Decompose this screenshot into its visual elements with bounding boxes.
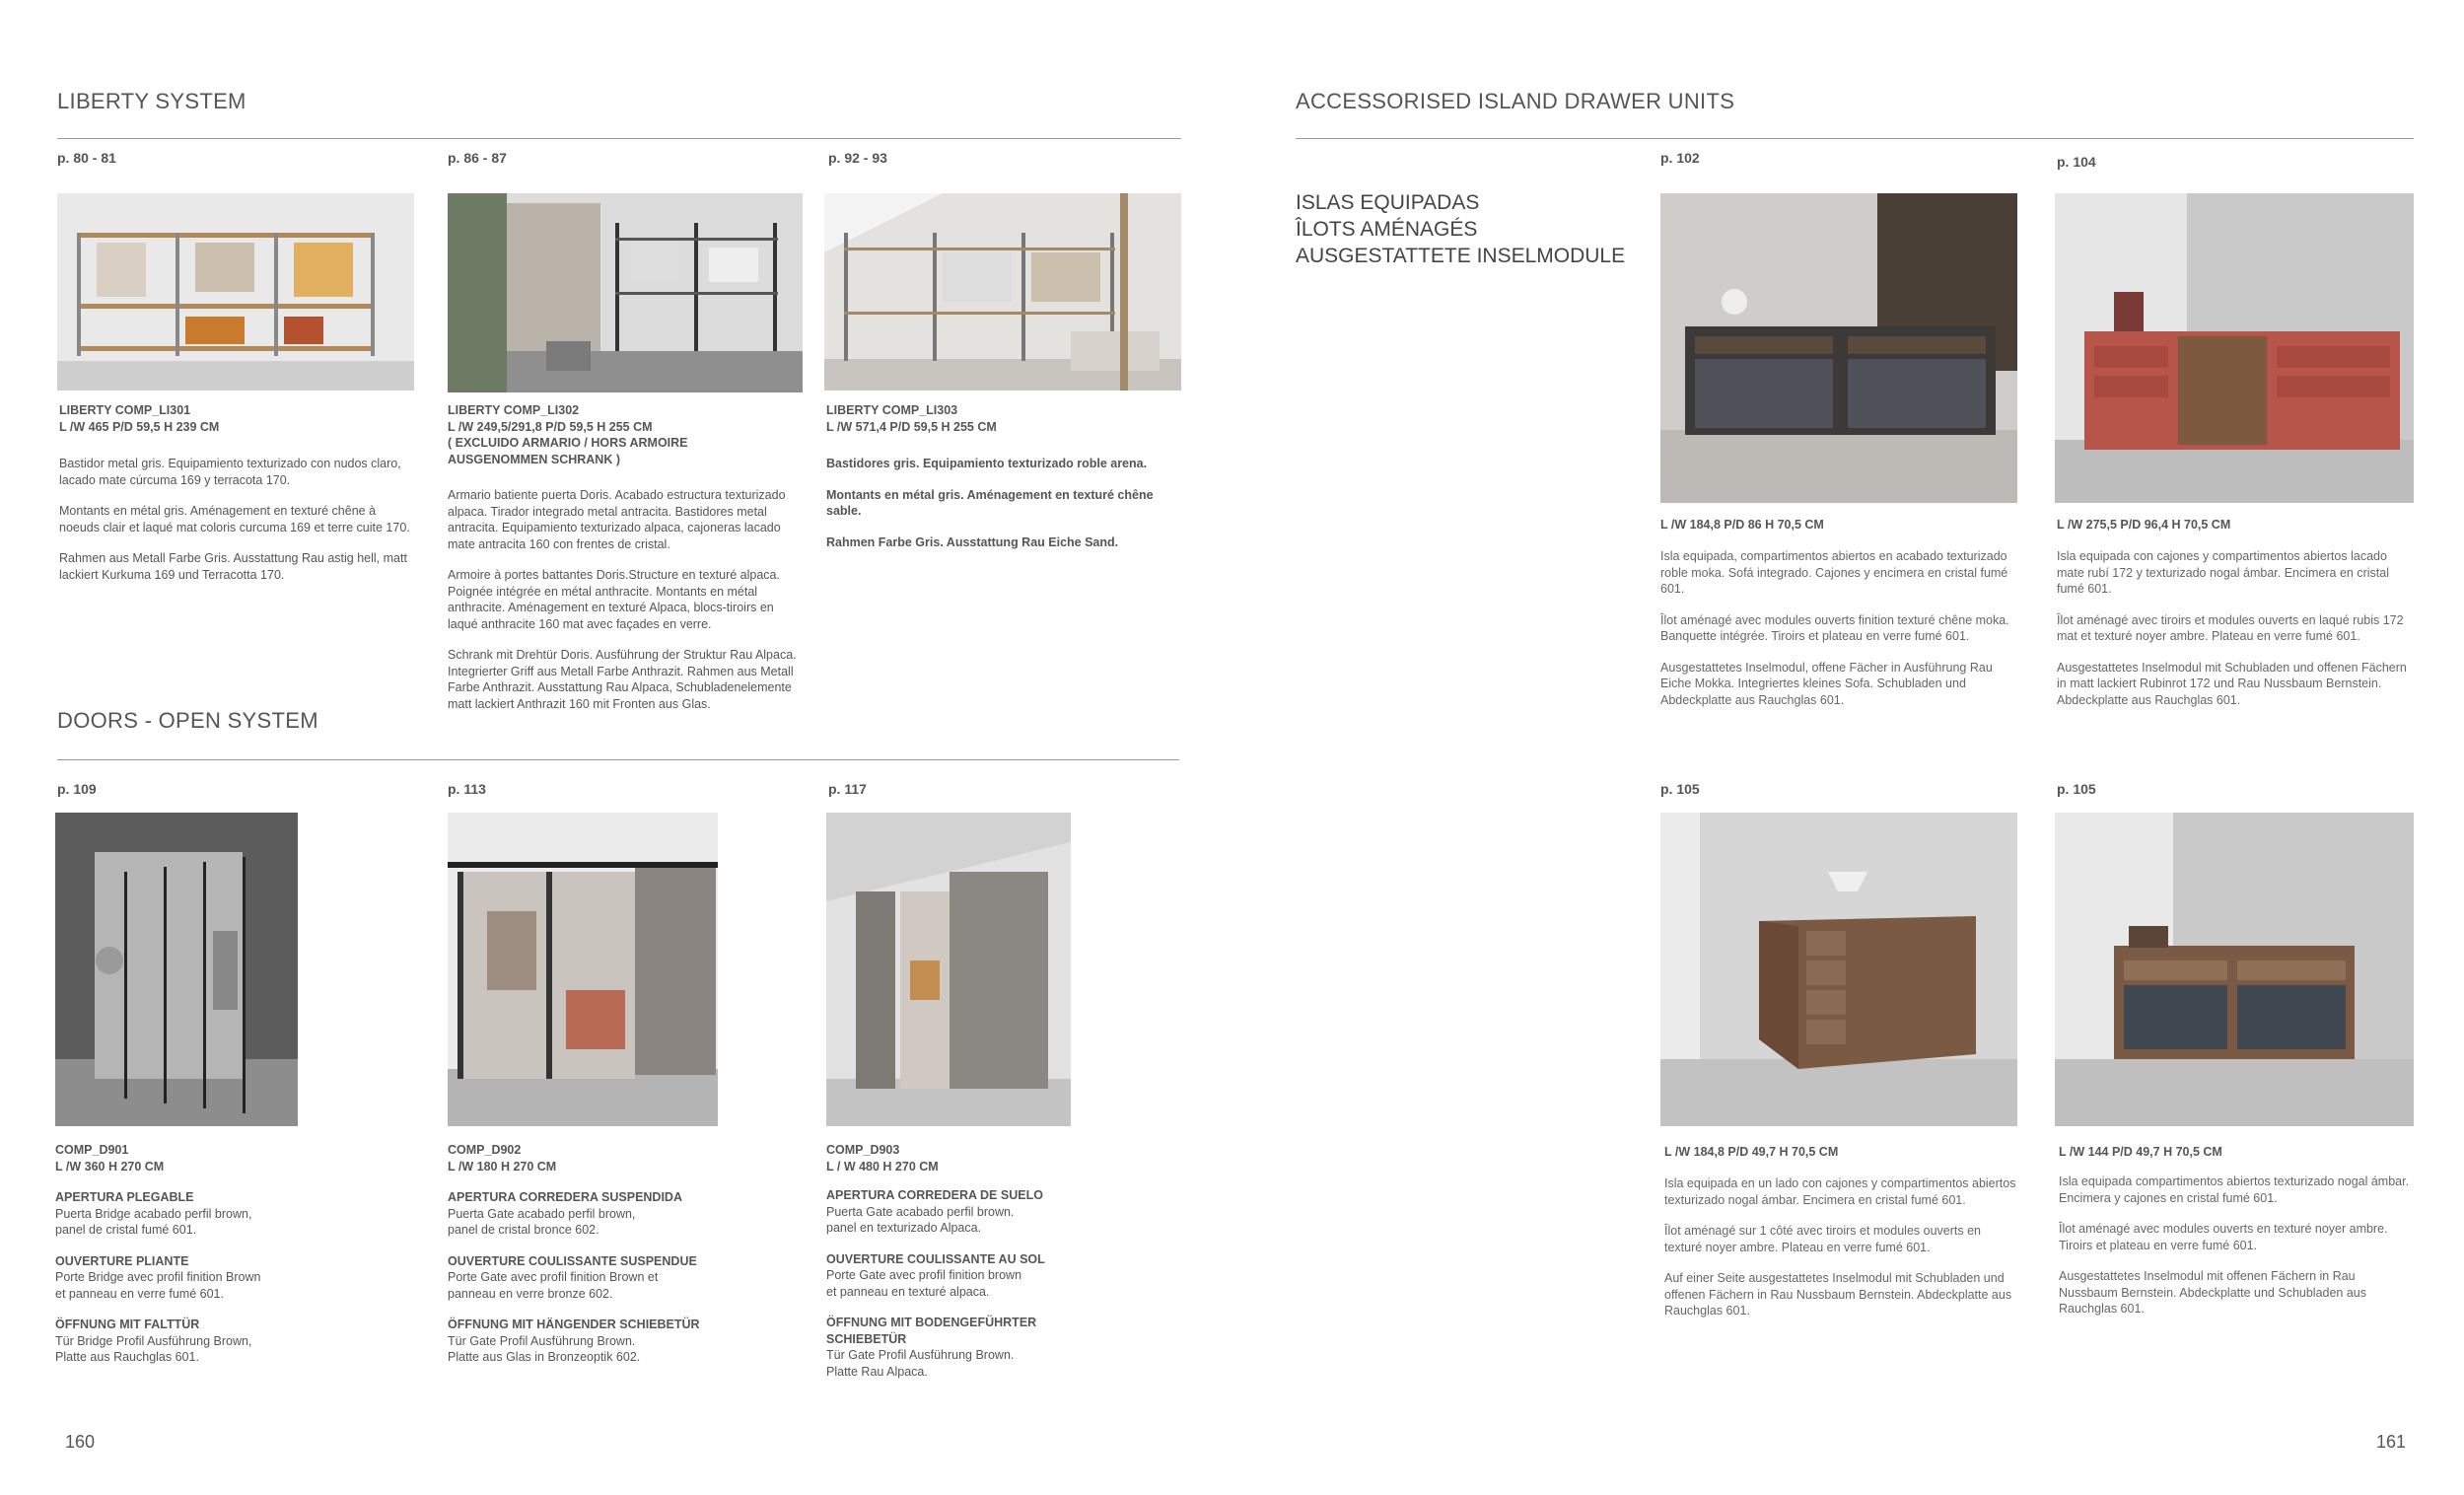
description-heading: APERTURA CORREDERA SUSPENDIDA bbox=[448, 1190, 682, 1204]
product-description bbox=[1664, 1175, 2021, 1334]
page-ref: p. 86 - 87 bbox=[448, 150, 507, 166]
description-de bbox=[448, 1317, 803, 1366]
product-description bbox=[448, 1189, 803, 1381]
description-heading: ÖFFNUNG MIT BODENGEFÜHRTER SCHIEBETÜR bbox=[826, 1316, 1037, 1346]
product-dims-note: ( EXCLUIDO ARMARIO / HORS ARMOIRE bbox=[448, 436, 688, 450]
product-description bbox=[1660, 548, 2017, 723]
door-d901-photo bbox=[55, 813, 298, 1126]
page-number-left: 160 bbox=[65, 1432, 96, 1452]
product-dims: L /W 571,4 P/D 59,5 H 255 CM bbox=[826, 419, 997, 434]
product-description bbox=[2057, 548, 2414, 723]
product-dims: L /W 249,5/291,8 P/D 59,5 H 255 CM bbox=[448, 419, 653, 434]
subtitle-de: AUSGESTATTETE INSELMODULE bbox=[1296, 245, 1626, 267]
doors-divider bbox=[57, 759, 1179, 760]
description-de: Rahmen Farbe Gris. Ausstattung Rau Eiche Sand. bbox=[826, 534, 1119, 549]
description-de: Auf einer Seite ausgestattetes Inselmodul mit Schubladen und offenen Fächern in Rau Nussbaum Bernstein. Abdeckplatte aus Rauchglas 601. bbox=[1664, 1271, 2012, 1317]
description-es bbox=[55, 1189, 410, 1239]
product-dims-note: AUSGENOMMEN SCHRANK ) bbox=[448, 452, 620, 466]
description-line: Puerta Gate acabado perfil brown. bbox=[826, 1204, 1015, 1219]
product-name: COMP_D901 bbox=[55, 1143, 129, 1157]
description-line: Platte aus Rauchglas 601. bbox=[55, 1350, 199, 1364]
page-ref: p. 105 bbox=[1660, 781, 1700, 797]
product-description bbox=[55, 1189, 410, 1381]
island-p102-photo bbox=[1660, 193, 2017, 503]
island-p105b-photo bbox=[2055, 813, 2414, 1126]
page-ref: p. 92 - 93 bbox=[828, 150, 887, 166]
liberty-system-title: LIBERTY SYSTEM bbox=[57, 89, 246, 113]
description-de: Schrank mit Drehtür Doris. Ausführung der Struktur Rau Alpaca. Integrierter Griff aus Metall Farbe Anthrazit. Rahmen aus Metall Farbe Anthrazit. Ausstattung Rau Alpaca, Schubladenelemente matt lackiert Anthrazit 160 mit Fronten aus Glas. bbox=[448, 648, 797, 711]
product-specs bbox=[448, 402, 812, 467]
product-specs bbox=[448, 1142, 803, 1175]
description-fr: Armoire à portes battantes Doris.Structure en texturé alpaca. Poignée intégrée en métal anthracite. Montants en métal anthracite. Aménagement en texturé Alpaca, blocs-tiroirs en laqué anthracite 160 mat avec façades en verre. bbox=[448, 568, 780, 631]
door-d902-photo bbox=[448, 813, 718, 1126]
description-es: Bastidores gris. Equipamiento texturizado roble arena. bbox=[826, 457, 1148, 470]
product-dims: L /W 184,8 P/D 86 H 70,5 CM bbox=[1660, 518, 1824, 532]
description-line: Tür Gate Profil Ausführung Brown. bbox=[826, 1348, 1015, 1362]
description-es bbox=[826, 1187, 1083, 1237]
description-line: Porte Bridge avec profil finition Brown bbox=[55, 1270, 261, 1284]
description-heading: OUVERTURE PLIANTE bbox=[55, 1253, 189, 1268]
liberty-li301-photo bbox=[57, 193, 414, 391]
subtitle-es: ISLAS EQUIPADAS bbox=[1296, 191, 1480, 214]
product-description bbox=[59, 456, 416, 598]
description-es: Isla equipada en un lado con cajones y compartimentos abiertos texturizado nogal ámbar. Encimera en cristal fumé 601. bbox=[1664, 1176, 2016, 1207]
description-line: et panneau en verre fumé 601. bbox=[55, 1286, 224, 1301]
description-de: Ausgestattetes Inselmodul mit offenen Fächern in Rau Nussbaum Bernstein. Abdeckplatte und Schubladen aus Rauchglas 601. bbox=[2059, 1269, 2367, 1316]
description-de: Ausgestattetes Inselmodul mit Schubladen und offenen Fächern in matt lackiert Rubinrot 172 und Rau Nussbaum Bernstein. Abdeckplatte aus Rauchglas 601. bbox=[2057, 660, 2407, 707]
product-specs bbox=[826, 402, 1191, 435]
door-d903-photo bbox=[826, 813, 1071, 1126]
page-ref: p. 105 bbox=[2057, 781, 2096, 797]
description-line: Platte aus Glas in Bronzeoptik 602. bbox=[448, 1350, 641, 1364]
description-heading: APERTURA CORREDERA DE SUELO bbox=[826, 1188, 1043, 1202]
description-line: panel de cristal bronce 602. bbox=[448, 1223, 599, 1237]
description-fr: Îlot aménagé sur 1 côté avec tiroirs et modules ouverts en texturé noyer ambre. Plateau en verre fumé 601. bbox=[1664, 1224, 1981, 1254]
description-line: et panneau en texturé alpaca. bbox=[826, 1284, 990, 1299]
page-ref: p. 113 bbox=[448, 781, 486, 797]
description-de: Ausgestattetes Inselmodul, offene Fächer in Ausführung Rau Eiche Mokka. Integriertes kleines Sofa. Schubladen und Abdeckplatte aus Rauchglas 601. bbox=[1660, 660, 1993, 707]
product-dims: L /W 465 P/D 59,5 H 239 CM bbox=[59, 419, 220, 434]
description-fr bbox=[55, 1253, 410, 1303]
description-es: Isla equipada, compartimentos abiertos en acabado texturizado roble moka. Sofá integrado. Cajones y encimera en cristal fumé 601. bbox=[1660, 549, 2008, 596]
island-drawer-units-title: ACCESSORISED ISLAND DRAWER UNITS bbox=[1296, 89, 1735, 113]
description-line: Tür Gate Profil Ausführung Brown. bbox=[448, 1333, 636, 1348]
description-es: Bastidor metal gris. Equipamiento texturizado con nudos claro, lacado mate cúrcuma 169 y terracota 170. bbox=[59, 457, 401, 487]
page-ref: p. 109 bbox=[57, 781, 97, 797]
description-line: Tür Bridge Profil Ausführung Brown, bbox=[55, 1333, 252, 1348]
description-es: Isla equipada compartimentos abiertos texturizado nogal ámbar. Encimera y cajones en cristal fumé 601. bbox=[2059, 1175, 2410, 1205]
description-line: Puerta Bridge acabado perfil brown, bbox=[55, 1206, 252, 1221]
product-description bbox=[826, 456, 1183, 565]
product-name: LIBERTY COMP_LI302 bbox=[448, 403, 580, 417]
doors-open-system-title: DOORS - OPEN SYSTEM bbox=[57, 708, 318, 733]
description-heading: OUVERTURE COULISSANTE AU SOL bbox=[826, 1251, 1045, 1266]
description-line: Puerta Gate acabado perfil brown, bbox=[448, 1206, 636, 1221]
islands-divider bbox=[1296, 138, 2414, 139]
description-de: Rahmen aus Metall Farbe Gris. Ausstattung Rau astig hell, matt lackiert Kurkuma 169 und Terracotta 170. bbox=[59, 551, 407, 582]
description-fr bbox=[448, 1253, 803, 1303]
description-fr bbox=[826, 1251, 1083, 1301]
description-fr: Îlot aménagé avec modules ouverts en texturé noyer ambre. Tiroirs et plateau en verre fumé 601. bbox=[2059, 1222, 2388, 1252]
description-line: Porte Gate avec profil finition Brown et bbox=[448, 1270, 659, 1284]
product-description bbox=[2059, 1174, 2416, 1332]
liberty-li302-photo bbox=[448, 193, 803, 392]
liberty-divider bbox=[57, 138, 1181, 139]
description-de bbox=[55, 1317, 410, 1366]
description-heading: APERTURA PLEGABLE bbox=[55, 1190, 194, 1204]
product-name: COMP_D903 bbox=[826, 1143, 900, 1157]
island-p105a-photo bbox=[1660, 813, 2017, 1126]
product-name: COMP_D902 bbox=[448, 1143, 522, 1157]
islands-subtitles bbox=[1296, 189, 1625, 269]
page-number-right: 161 bbox=[2376, 1432, 2407, 1452]
product-dims: L / W 480 H 270 CM bbox=[826, 1159, 939, 1174]
description-es bbox=[448, 1189, 803, 1239]
product-dims: L /W 180 H 270 CM bbox=[448, 1159, 557, 1174]
description-fr: Îlot aménagé avec modules ouverts finition texturé chêne moka. Banquette intégrée. Tiroirs et plateau en verre fumé 601. bbox=[1660, 612, 2009, 643]
island-p104-photo bbox=[2055, 193, 2414, 503]
description-line: panel en texturizado Alpaca. bbox=[826, 1221, 982, 1235]
description-line: panel de cristal fumé 601. bbox=[55, 1223, 197, 1237]
page-ref: p. 102 bbox=[1660, 150, 1700, 166]
product-specs bbox=[55, 1142, 410, 1175]
liberty-li303-photo bbox=[824, 193, 1181, 391]
product-description bbox=[826, 1187, 1083, 1394]
description-fr: Montants en métal gris. Aménagement en texturé chêne sable. bbox=[826, 487, 1154, 518]
description-es: Isla equipada con cajones y compartimentos abiertos lacado mate rubí 172 y texturizado nogal ámbar. Encimera en cristal fumé 601. bbox=[2057, 549, 2389, 596]
page-ref: p. 80 - 81 bbox=[57, 150, 116, 166]
product-specs bbox=[59, 402, 424, 435]
description-line: panneau en verre bronze 602. bbox=[448, 1286, 613, 1301]
page-ref: p. 104 bbox=[2057, 154, 2096, 170]
description-heading: ÖFFNUNG MIT FALTTÜR bbox=[55, 1317, 200, 1331]
product-dims: L /W 275,5 P/D 96,4 H 70,5 CM bbox=[2057, 518, 2231, 532]
product-dims: L /W 144 P/D 49,7 H 70,5 CM bbox=[2059, 1145, 2222, 1159]
product-dims: L /W 184,8 P/D 49,7 H 70,5 CM bbox=[1664, 1145, 1839, 1159]
description-fr: Montants en métal gris. Aménagement en texturé chêne à noeuds clair et laqué mat coloris curcuma 169 et terre cuite 170. bbox=[59, 504, 410, 534]
product-description bbox=[448, 487, 805, 727]
description-de bbox=[826, 1315, 1083, 1380]
description-heading: ÖFFNUNG MIT HÄNGENDER SCHIEBETÜR bbox=[448, 1317, 700, 1331]
product-name: LIBERTY COMP_LI301 bbox=[59, 403, 191, 417]
product-specs bbox=[826, 1142, 1181, 1175]
product-name: LIBERTY COMP_LI303 bbox=[826, 403, 958, 417]
product-dims: L /W 360 H 270 CM bbox=[55, 1159, 165, 1174]
page-ref: p. 117 bbox=[828, 781, 867, 797]
description-es: Armario batiente puerta Doris. Acabado estructura texturizado alpaca. Tirador integrado metal antracita. Bastidores metal antracita. Equipamiento texturizado alpaca, cajoneras lacado mate antracita 160 con frentes de cristal. bbox=[448, 488, 786, 551]
subtitle-fr: ÎLOTS AMÉNAGÉS bbox=[1296, 218, 1478, 241]
description-heading: OUVERTURE COULISSANTE SUSPENDUE bbox=[448, 1253, 697, 1268]
description-line: Platte Rau Alpaca. bbox=[826, 1364, 928, 1379]
description-line: Porte Gate avec profil finition brown bbox=[826, 1268, 1022, 1282]
description-fr: Îlot aménagé avec tiroirs et modules ouverts en laqué rubis 172 mat et texturé noyer ambre. Plateau en verre fumé 601. bbox=[2057, 612, 2404, 643]
